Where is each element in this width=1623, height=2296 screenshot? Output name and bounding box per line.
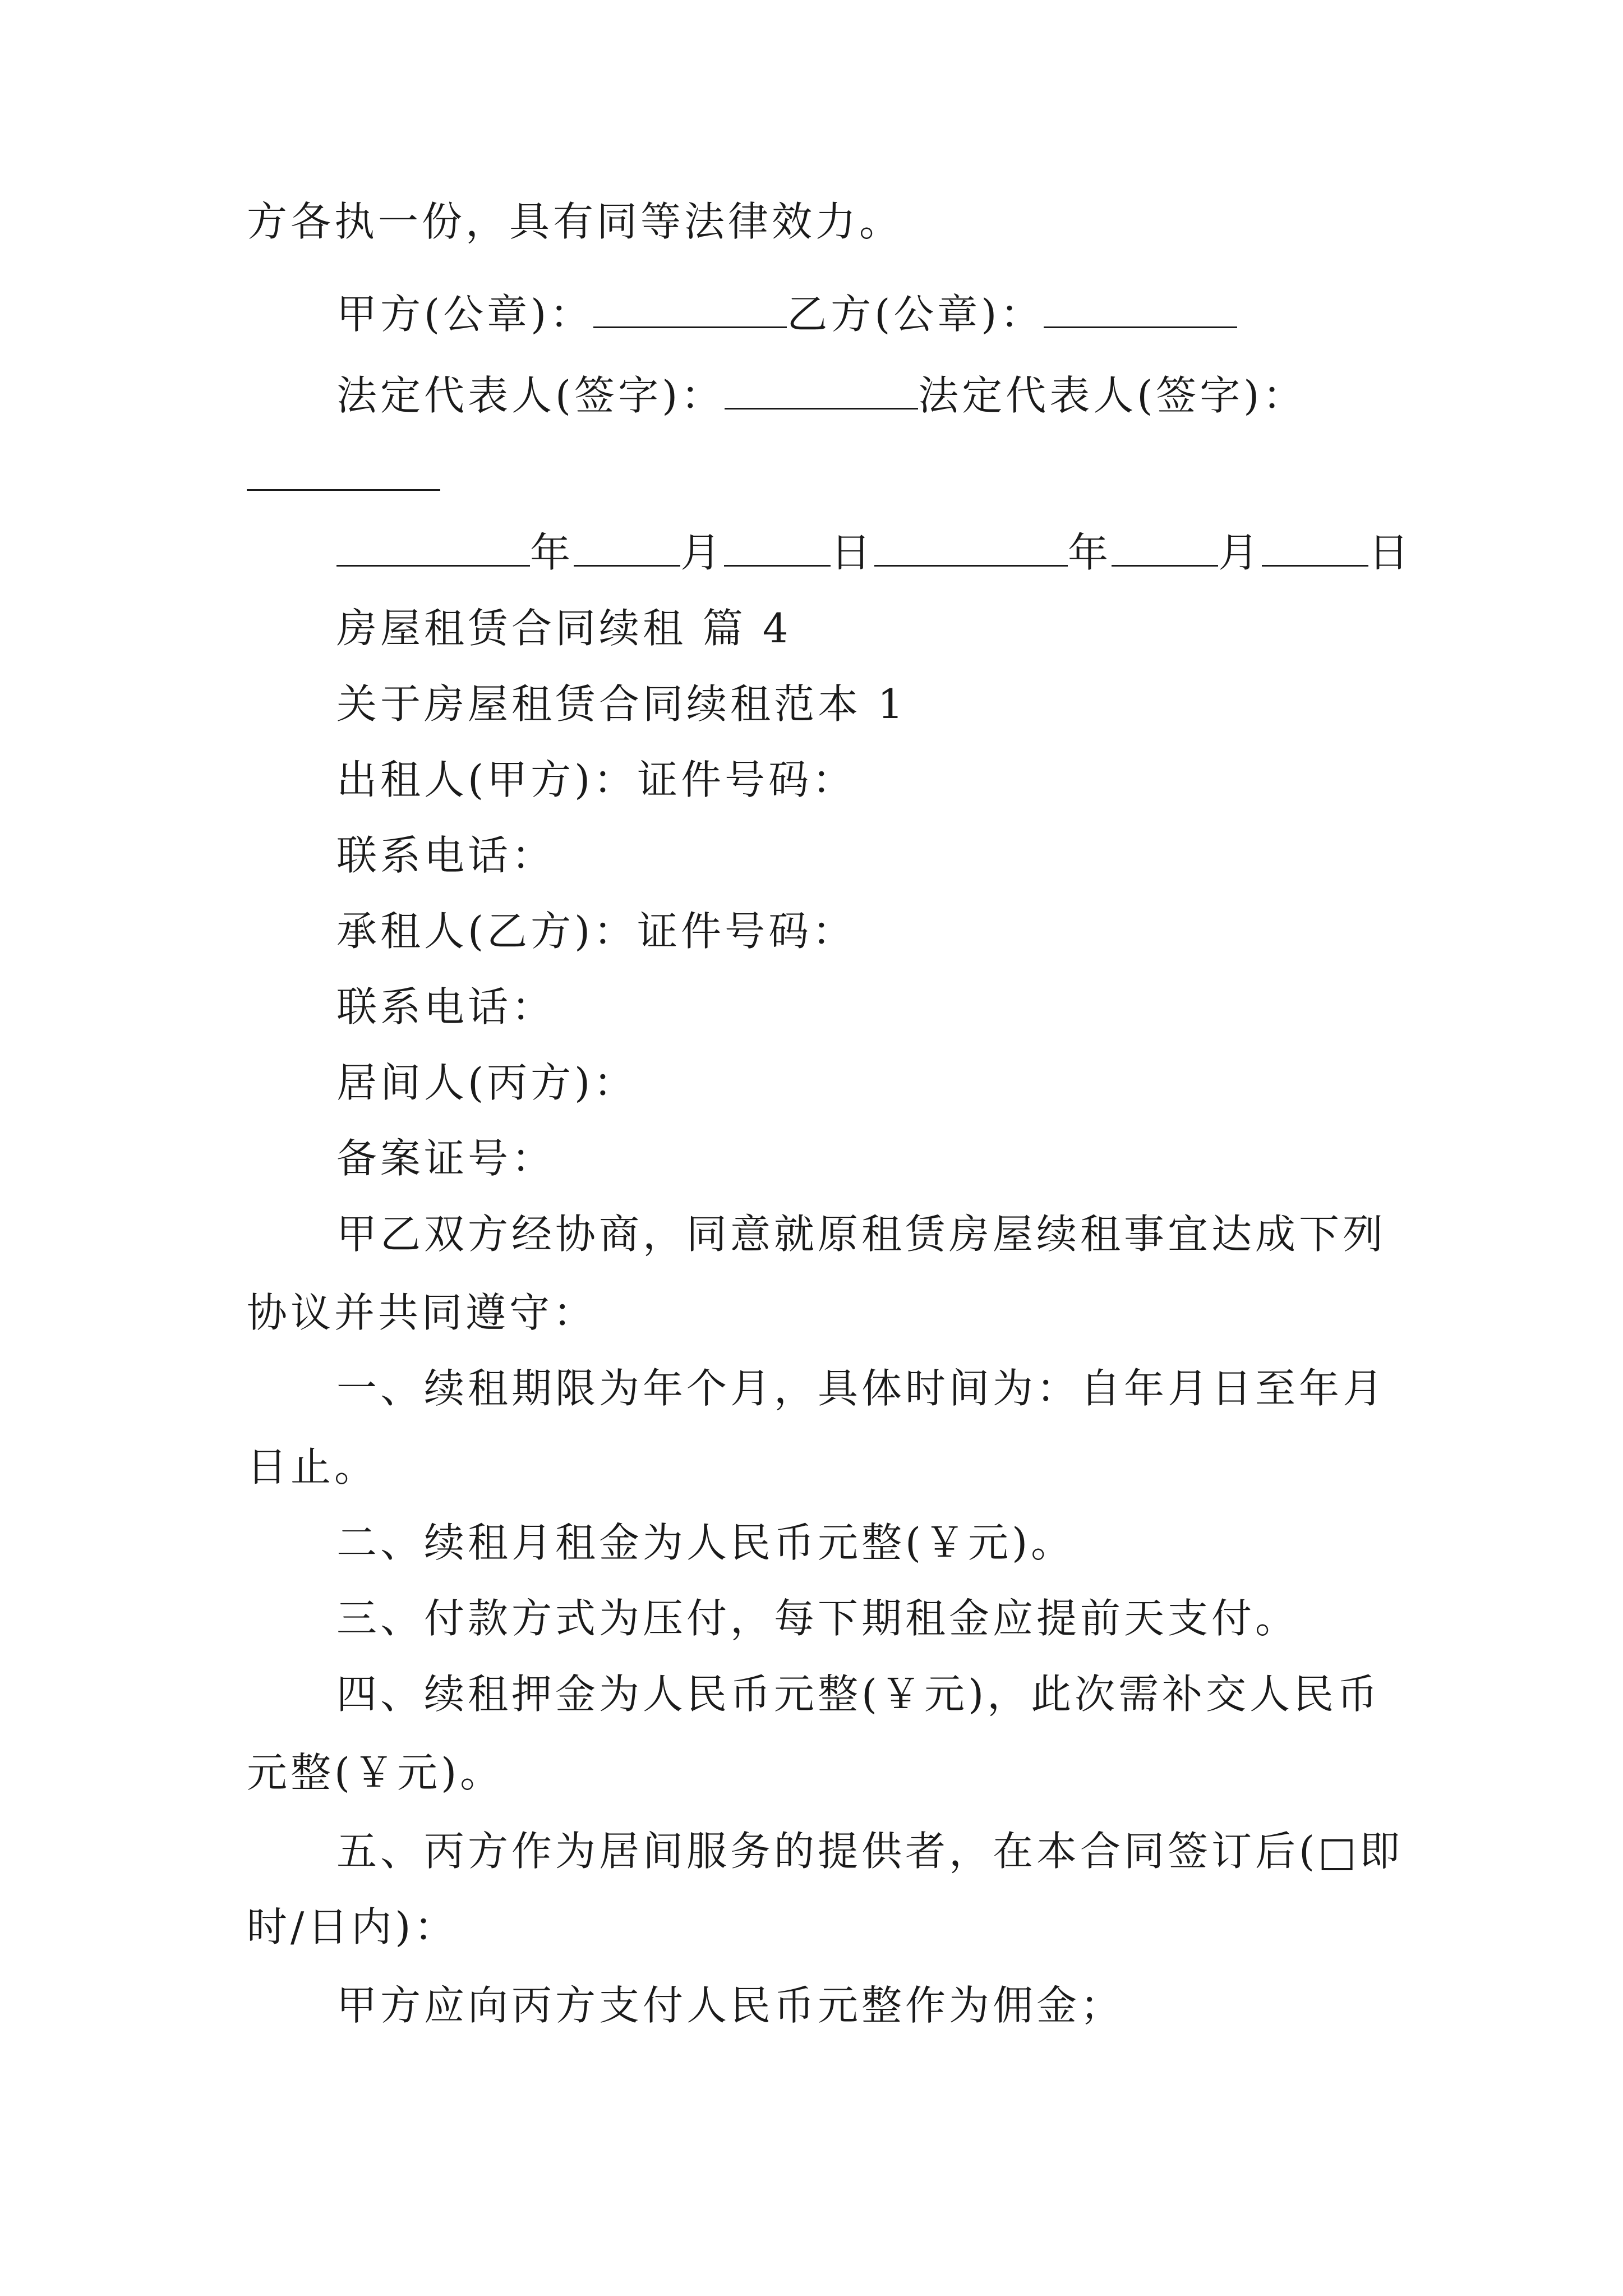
date-b-day-blank (1262, 530, 1368, 567)
paragraph-line: 居间人(丙方)： (336, 1059, 638, 1106)
paragraph-line: 时/日内)： (247, 1903, 458, 1950)
seal-line (336, 286, 1237, 342)
paragraph-line: 出租人(甲方)：证件号码： (336, 756, 856, 803)
date-a-month-blank (574, 530, 680, 567)
paragraph-line: 甲方应向丙方支付人民币元整作为佣金； (336, 1982, 1124, 2029)
paragraph-line: 方各执一份，具有同等法律效力。 (247, 198, 903, 245)
paragraph-line: 承租人(乙方)：证件号码： (336, 908, 856, 955)
legal-rep-a-label: 法定代表人(签字)： (336, 372, 725, 419)
party-a-seal-blank (593, 292, 787, 328)
paragraph-line: 一、续租期限为年个月，具体时间为：自年月日至年月 (336, 1365, 1387, 1412)
date-a-month: 月 (680, 529, 725, 576)
legal-rep-line (336, 367, 1306, 424)
date-b-day: 日 (1368, 529, 1413, 576)
paragraph-line: 联系电话： (336, 832, 556, 879)
legal-rep-b-blank (247, 454, 440, 491)
date-b-month-blank (1112, 530, 1218, 567)
legal-rep-a-blank (725, 373, 918, 409)
paragraph-line: 备案证号： (336, 1135, 556, 1182)
legal-rep-b-label: 法定代表人(签字)： (918, 372, 1307, 419)
date-a-year-blank (336, 530, 530, 567)
date-a-day-blank (724, 530, 831, 567)
paragraph-line: 协议并共同遵守： (247, 1289, 597, 1336)
date-b-year-blank (874, 530, 1068, 567)
legal-rep-b-blank-line (247, 449, 440, 505)
paragraph-line: 四、续租押金为人民币元整(￥元)，此次需补交人民币 (336, 1671, 1381, 1718)
party-b-seal-label: 乙方(公章)： (787, 291, 1044, 338)
paragraph-line: 元整(￥元)。 (247, 1749, 504, 1796)
party-a-seal-label: 甲方(公章)： (336, 291, 594, 338)
paragraph-line: 三、付款方式为压付，每下期租金应提前天支付。 (336, 1595, 1299, 1642)
section-heading: 房屋租赁合同续租 篇 4 (336, 605, 792, 652)
paragraph-line: 日止。 (247, 1443, 379, 1490)
date-a-day: 日 (831, 529, 875, 576)
date-b-month: 月 (1218, 529, 1262, 576)
paragraph-line: 五、丙方作为居间服务的提供者，在本合同签订后(□即 (336, 1828, 1404, 1875)
date-b-year: 年 (1068, 529, 1112, 576)
section-subheading: 关于房屋租赁合同续租范本 1 (336, 680, 907, 728)
paragraph-line: 联系电话： (336, 983, 556, 1030)
date-a-year: 年 (530, 529, 574, 576)
paragraph-line: 二、续租月租金为人民币元整(￥元)。 (336, 1519, 1075, 1566)
paragraph-line: 甲乙双方经协商，同意就原租赁房屋续租事宜达成下列 (336, 1211, 1387, 1258)
date-line (336, 524, 1412, 581)
party-b-seal-blank (1044, 292, 1237, 328)
